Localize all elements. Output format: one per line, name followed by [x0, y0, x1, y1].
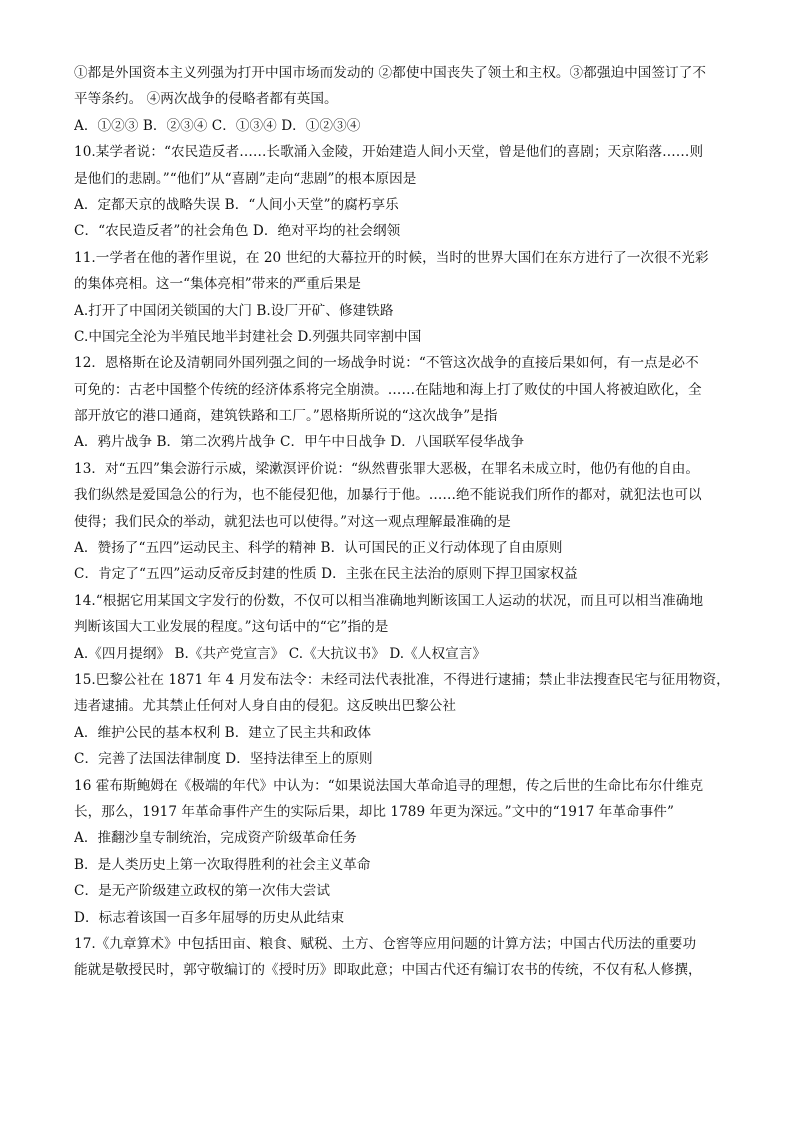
text-line: 的集体亮相。这一“集体亮相”带来的严重后果是: [74, 276, 361, 293]
answer-options-line: A．维护公民的基本权利 B．建立了民主共和政体: [74, 724, 372, 741]
text-line: 部开放它的港口通商，建筑铁路和工厂。”恩格斯所说的“这次战争”是指: [74, 408, 498, 425]
answer-options-line: A．赞扬了“五四”运动民主、科学的精神 B．认可国民的正义行动体现了自由原则: [74, 540, 563, 557]
text-line: 能就是敬授民时，郭守敬编订的《授时历》即取此意；中国古代还有编订农书的传统，不仅有私人修撰，: [74, 962, 702, 979]
question-16-stem: 16 霍布斯鲍姆在《极端的年代》中认为：“如果说法国大革命追寻的理想，传之后世的生命比布尔什维克: [74, 777, 704, 794]
question-14-stem: 14.“根据它用某国文字发行的份数，不仅可以相当准确地判断该国工人运动的状况，而且可以相当准确地: [74, 592, 704, 609]
question-10-stem: 10.某学者说：“农民造反者……长歌涌入金陵，开始建造人间小天堂，曾是他们的喜剧；天京陷落……则: [74, 144, 704, 161]
answer-option-a: A．推翻沙皇专制统治，完成资产阶级革命任务: [74, 830, 357, 847]
exam-text-body: [74, 60, 734, 984]
question-11-stem: 11.一学者在他的著作里说，在 20 世纪的大幕拉开的时候，当时的世界大国们在东方进行了一次很不光彩: [74, 249, 709, 266]
text-line: 违者逮捕。尤其禁止任何对人身自由的侵犯。这反映出巴黎公社: [74, 698, 457, 715]
question-12-stem: 12．恩格斯在论及清朝同外国列强之间的一场战争时说：“不管这次战争的直接后果如何，有一点是必不: [74, 355, 699, 372]
text-line: 使得；我们民众的举动，就犯法也可以使得。”对这一观点理解最准确的是: [74, 513, 511, 530]
text-line: 可免的：古老中国整个传统的经济体系将完全崩溃。……在陆地和海上打了败仗的中国人将被迫欧化，全: [74, 381, 702, 398]
text-line: 判断该国大工业发展的程度。”这句话中的“它”指的是: [74, 619, 389, 636]
question-15-stem: 15.巴黎公社在 1871 年 4 月发布法令：未经司法代表批准，不得进行逮捕；禁止非法搜查民宅与征用物资，: [74, 671, 730, 688]
answer-option-b: B．是人类历史上第一次取得胜利的社会主义革命: [74, 856, 371, 873]
answer-options-line: C.中国完全沦为半殖民地半封建社会 D.列强共同宰割中国: [74, 328, 422, 345]
text-line: 平等条约。 ④两次战争的侵略者都有英国。: [74, 91, 338, 108]
answer-option-d: D．标志着该国一百多年屈辱的历史从此结束: [74, 909, 345, 926]
answer-options-line: A．①②③ B．②③④ C．①③④ D．①②③④: [74, 117, 361, 134]
answer-options-line: A．鸦片战争 B．第二次鸦片战争 C．甲午中日战争 D．八国联军侵华战争: [74, 434, 525, 451]
question-17-stem: 17.《九章算术》中包括田亩、粮食、赋税、土方、仓窖等应用问题的计算方法；中国古代历法的重要功: [74, 935, 697, 952]
text-line: ①都是外国资本主义列强为打开中国市场而发动的 ②都使中国丧失了领土和主权。③都强迫中国签订了不: [74, 65, 706, 81]
answer-options-line: A.打开了中国闭关锁国的大门 B.设厂开矿、修建铁路: [74, 302, 394, 319]
answer-option-c: C．是无产阶级建立政权的第一次伟大尝试: [74, 883, 331, 900]
text-line: 长，那么，1917 年革命事件产生的实际后果，却比 1789 年更为深远。”文中的“1917 年革命事件”: [74, 803, 674, 820]
text-line: 是他们的悲剧。”“他们”从“喜剧”走向“悲剧”的根本原因是: [74, 170, 417, 187]
answer-options-line: A.《四月提纲》 B.《共产党宣言》 C.《大抗议书》 D.《人权宣言》: [74, 645, 487, 662]
answer-options-line: A．定都天京的战略失误 B．“人间小天堂”的腐朽享乐: [74, 196, 399, 213]
answer-options-line: C．完善了法国法律制度 D．坚持法律至上的原则: [74, 751, 373, 768]
question-13-stem: 13．对“五四”集会游行示威，梁漱溟评价说：“纵然曹张罪大恶极，在罪名未成立时，他仍有他的自由。: [74, 460, 700, 477]
text-line: 我们纵然是爱国急公的行为，也不能侵犯他，加暴行于他。……绝不能说我们所作的都对，就犯法也可以: [74, 487, 702, 504]
answer-options-line: C．“农民造反者”的社会角色 D．绝对平均的社会纲领: [74, 223, 401, 240]
answer-options-line: C．肯定了“五四”运动反帝反封建的性质 D．主张在民主法治的原则下捍卫国家权益: [74, 566, 578, 583]
